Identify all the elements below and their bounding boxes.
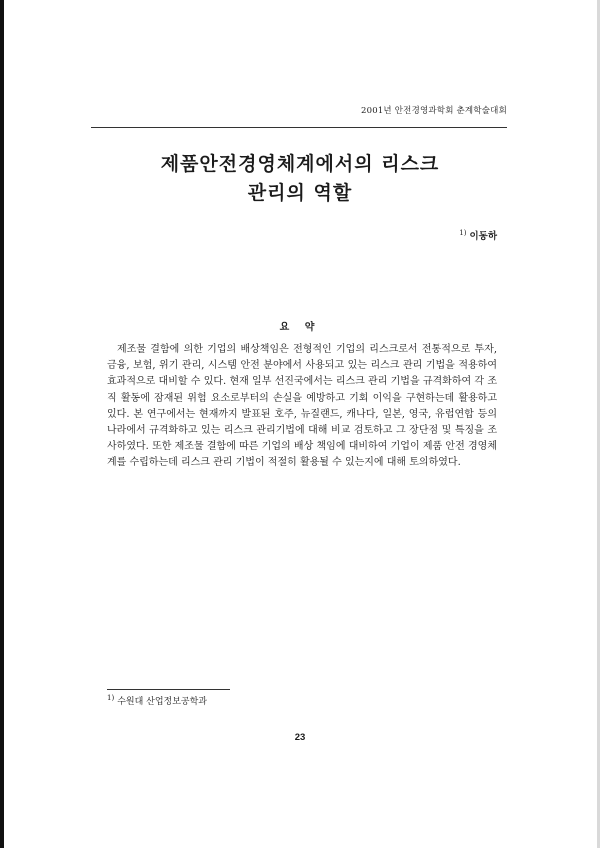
header-rule — [91, 127, 507, 128]
footnote-rule — [107, 689, 230, 690]
running-header: 2001년 안전경영과학회 춘계학술대회 — [361, 106, 507, 116]
title-line-2: 관리의 역할 — [247, 182, 353, 204]
abstract-body — [107, 342, 497, 472]
scan-left-edge — [0, 0, 4, 848]
author-name: 이동하 — [469, 231, 497, 242]
paper-title — [0, 150, 600, 208]
author — [459, 228, 497, 242]
author-footnote-marker: 1) — [459, 228, 467, 237]
footnote — [107, 694, 207, 707]
footnote-marker: 1) — [107, 694, 115, 702]
page-number: 23 — [294, 732, 306, 743]
abstract-paragraph: 제조물 결함에 의한 기업의 배상책임은 전형적인 기업의 리스크로서 전통적으로 투자, 금융, 보험, 위기 관리, 시스템 안전 분야에서 사용되고 있는 리스크 관리 기법을 적용하여 효과적으로 대비할 수 있다. 현재 일부 선진국에서는 리스크 관리 기법을 규격화하여 각 조직 활동에 잠재된 위험 요소로부터의 손실을 예방하고 기회 이익을 구현하는데 활용하고 있다. 본 연구에서는 현재까지 발표된 호주, 뉴질랜드, 캐나다, 일본, 영국, 유럽연합 등의 나라에서 규격화하고 있는 리스크 관리기법에 대해 비교 검토하고 그 장단점 및 특징을 조사하였다. 또한 제조물 결함에 따른 기업의 배상 책임에 대비하여 기업이 제품 안전 경영체계를 수립하는데 리스크 관리 기법이 적절히 활용될 수 있는지에 대해 토의하였다. — [107, 344, 497, 469]
footnote-text: 수원대 산업정보공학과 — [117, 697, 207, 707]
title-line-1: 제품안전경영체계에서의 리스크 — [160, 153, 440, 175]
abstract-heading: 요 약 — [279, 322, 321, 333]
